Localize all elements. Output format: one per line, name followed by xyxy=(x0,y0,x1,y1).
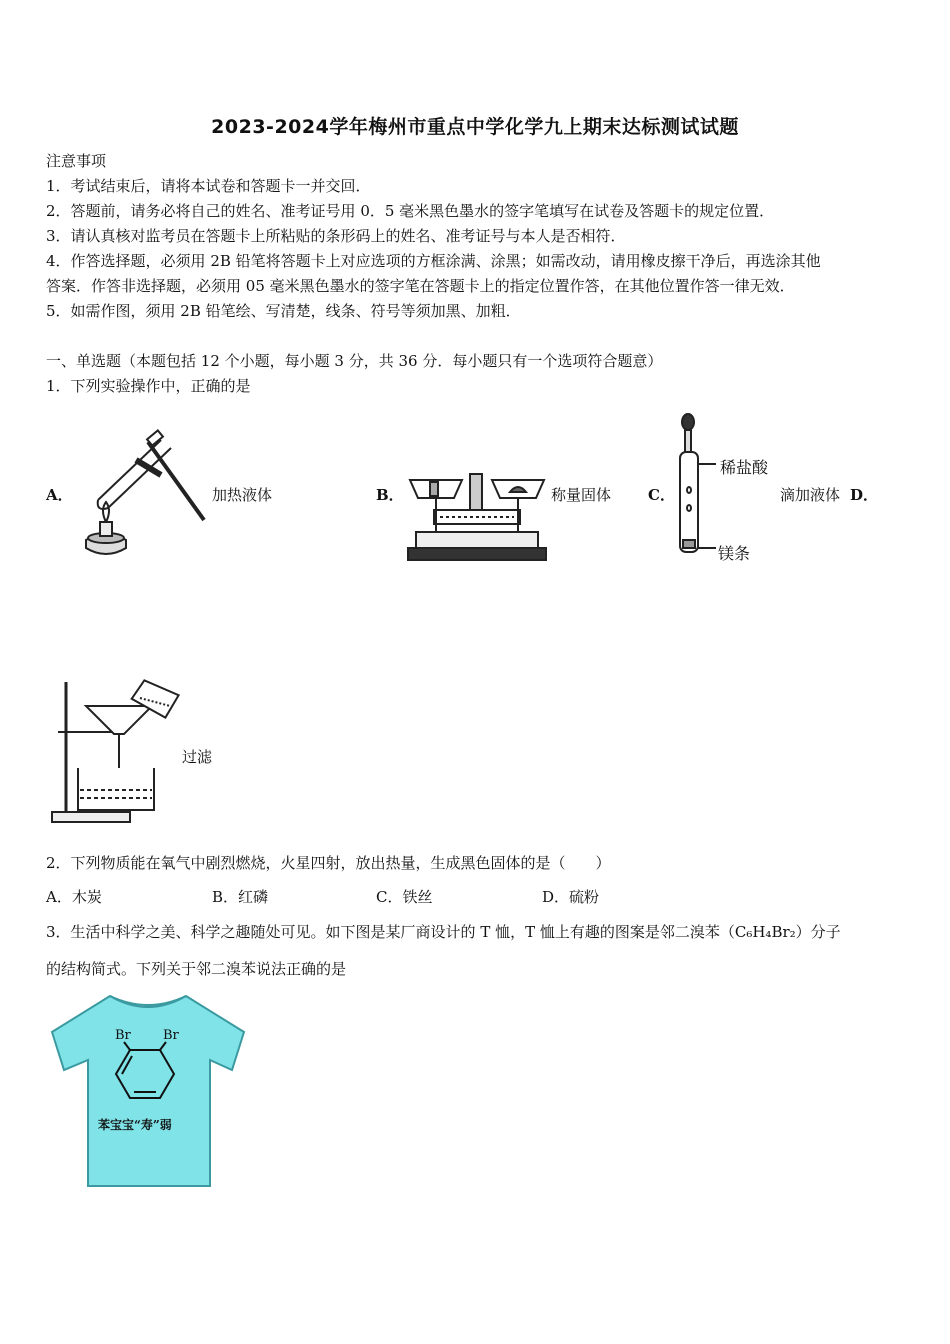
heating-liquid-figure xyxy=(76,430,211,560)
option-c-caption: 滴加液体 xyxy=(780,486,841,504)
filtration-figure xyxy=(50,676,182,826)
acid-label: 稀盐酸 xyxy=(720,458,769,477)
section-heading: 一、单选题（本题包括 12 个小题，每小题 3 分，共 36 分．每小题只有一个选项符合题意） xyxy=(46,352,663,370)
notice-item: 5．如需作图，须用 2B 铅笔绘、写清楚，线条、符号等须加黑、加粗． xyxy=(46,302,521,320)
notice-item: 4．作答选择题，必须用 2B 铅笔将答题卡上对应选项的方框涂满、涂黑；如需改动，请用橡皮擦干净后，再选涂其他 xyxy=(46,252,821,270)
tshirt-figure xyxy=(48,992,248,1190)
question-3-stem-line-2: 的结构简式。下列关于邻二溴苯说法正确的是 xyxy=(46,960,347,978)
question-3-stem-line-1: 3．生活中科学之美、科学之趣随处可见。如下图是某厂商设计的 T 恤，T 恤上有趣的图案是邻二溴苯（C₆H₄Br₂）分子 xyxy=(46,923,841,941)
option-d-caption: 过滤 xyxy=(182,748,213,766)
option-d-label: D． xyxy=(850,486,879,504)
dropper-figure xyxy=(676,412,716,562)
tshirt-slogan: 苯宝宝“寿”弱 xyxy=(98,1118,172,1132)
question-2-stem: 2．下列物质能在氧气中剧烈燃烧，火星四射，放出热量，生成黑色固体的是（ ） xyxy=(46,854,611,872)
balance-figure xyxy=(404,470,549,562)
notice-heading: 注意事项 xyxy=(46,152,107,170)
notice-item: 3．请认真核对监考员在答题卡上所粘贴的条形码上的姓名、准考证号与本人是否相符． xyxy=(46,227,626,245)
notice-item: 2．答题前，请务必将自己的姓名、准考证号用 0．5 毫米黑色墨水的签字笔填写在试卷及答题卡的规定位置． xyxy=(46,202,775,220)
br-left-label: Br xyxy=(115,1028,131,1043)
q2-option-a: A．木炭 xyxy=(46,888,102,906)
question-1-stem: 1．下列实验操作中，正确的是 xyxy=(46,377,251,395)
option-c-label: C． xyxy=(648,486,675,504)
notice-item: 答案．作答非选择题，必须用 05 毫米黑色墨水的签字笔在答题卡上的指定位置作答，在其他位置作答一律无效． xyxy=(46,277,795,295)
q2-option-b: B．红磷 xyxy=(212,888,269,906)
br-right-label: Br xyxy=(163,1028,179,1043)
option-a-caption: 加热液体 xyxy=(212,486,273,504)
ribbon-label: 镁条 xyxy=(718,544,751,563)
q2-option-d: D．硫粉 xyxy=(542,888,600,906)
option-b-label: B． xyxy=(376,486,404,504)
option-a-label: A． xyxy=(46,486,73,504)
option-b-caption: 称量固体 xyxy=(551,486,612,504)
page-title: 2023-2024学年梅州市重点中学化学九上期末达标测试试题 xyxy=(211,116,739,138)
q2-option-c: C．铁丝 xyxy=(376,888,433,906)
notice-item: 1．考试结束后，请将本试卷和答题卡一并交回． xyxy=(46,177,371,195)
